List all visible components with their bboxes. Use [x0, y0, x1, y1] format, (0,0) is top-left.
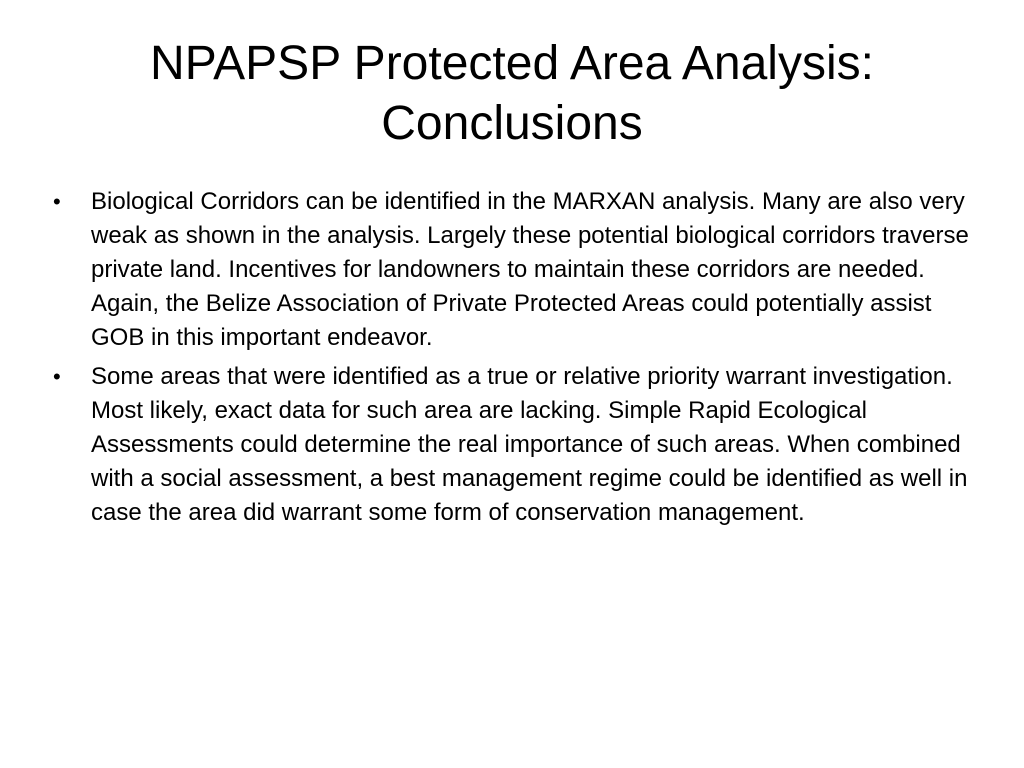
slide-title: NPAPSP Protected Area Analysis: Conclusions [150, 37, 874, 150]
bullet-item-corridors [50, 185, 980, 355]
bullet-text-corridors: Biological Corridors can be identified in the MARXAN analysis. Many are also very weak as shown in the analysis. Largely these potential biological corridors traverse private land. Incentives for landowners to maintain these corridors are needed. Again, the Belize Association of Private Protected Areas could potentially assist GOB in this important endeavor. [91, 188, 969, 351]
bullet-text-priority-areas: Some areas that were identified as a true or relative priority warrant investigation. Most likely, exact data for such area are lacking. Simple Rapid Ecological Assessments could determine the real importance of such areas. When combined with a social assessment, a best management regime could be identified as well in case the area did warrant some form of conservation management. [91, 363, 968, 526]
bullet-marker: • [53, 189, 61, 214]
bullet-item-priority-areas [50, 360, 980, 530]
bullet-list [50, 185, 980, 535]
bullet-marker: • [53, 364, 61, 389]
